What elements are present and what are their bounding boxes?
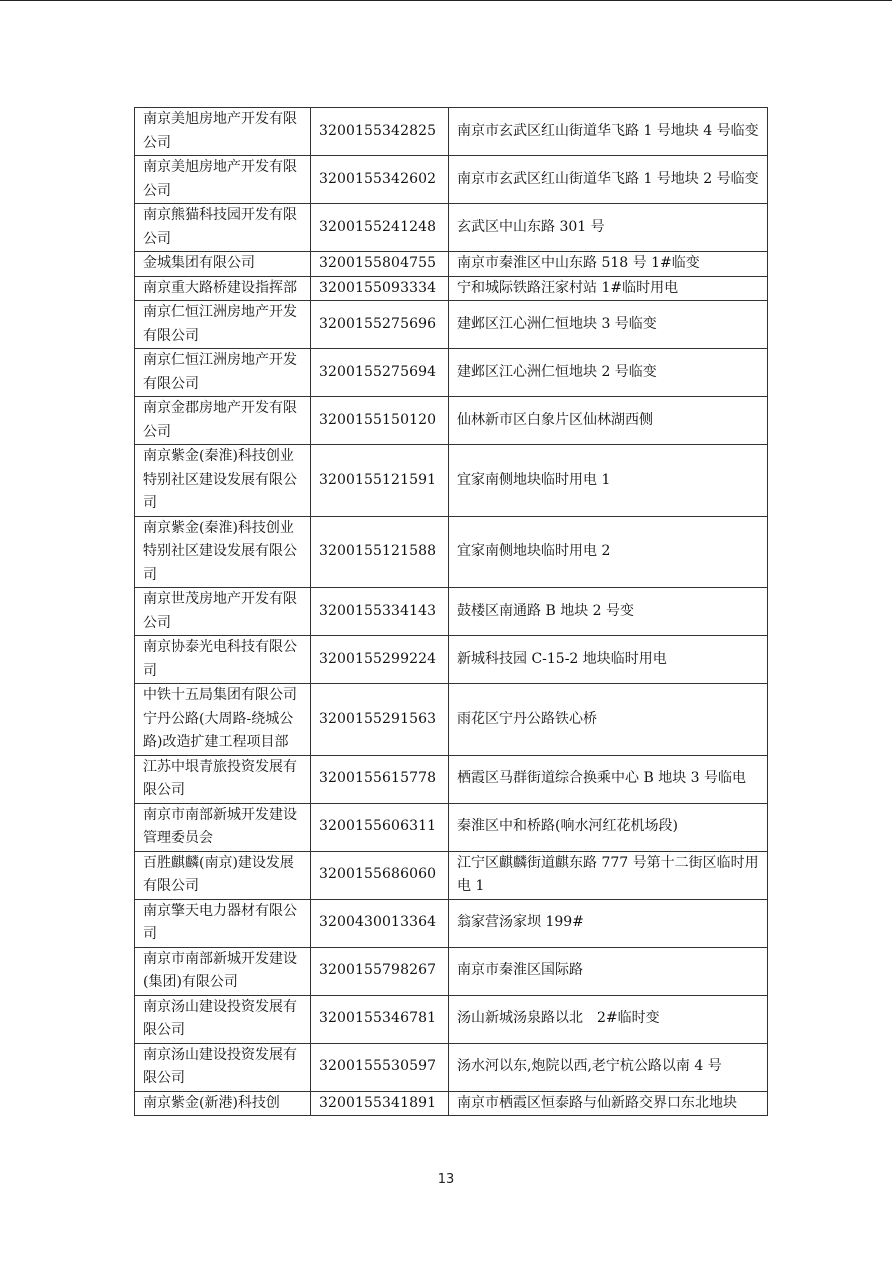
company-name-cell: 南京紫金(秦淮)科技创业特别社区建设发展有限公司 bbox=[135, 516, 311, 588]
table-row bbox=[135, 947, 768, 995]
address-cell: 建邺区江心洲仁恒地块 2 号临变 bbox=[449, 349, 768, 397]
address-cell: 汤水河以东,炮院以西,老宁杭公路以南 4 号 bbox=[449, 1043, 768, 1091]
account-number-cell: 3200155530597 bbox=[311, 1043, 449, 1091]
company-name-cell: 中铁十五局集团有限公司宁丹公路(大周路-绕城公路)改造扩建工程项目部 bbox=[135, 684, 311, 756]
table-row bbox=[135, 108, 768, 156]
account-number-cell: 3200155150120 bbox=[311, 397, 449, 445]
address-cell: 雨花区宁丹公路铁心桥 bbox=[449, 684, 768, 756]
company-name-cell: 南京美旭房地产开发有限公司 bbox=[135, 156, 311, 204]
address-cell: 鼓楼区南通路 B 地块 2 号变 bbox=[449, 588, 768, 636]
company-name-cell: 南京重大路桥建设指挥部 bbox=[135, 276, 311, 301]
company-name-cell: 南京熊猫科技园开发有限公司 bbox=[135, 204, 311, 252]
address-cell: 栖霞区马群街道综合换乘中心 B 地块 3 号临电 bbox=[449, 755, 768, 803]
address-cell: 江宁区麒麟街道麒东路 777 号第十二街区临时用电 1 bbox=[449, 851, 768, 899]
company-name-cell: 南京美旭房地产开发有限公司 bbox=[135, 108, 311, 156]
company-name-cell: 南京仁恒江洲房地产开发有限公司 bbox=[135, 349, 311, 397]
address-cell: 宜家南侧地块临时用电 2 bbox=[449, 516, 768, 588]
address-cell: 玄武区中山东路 301 号 bbox=[449, 204, 768, 252]
company-name-cell: 南京汤山建设投资发展有限公司 bbox=[135, 995, 311, 1043]
address-cell: 宁和城际铁路汪家村站 1#临时用电 bbox=[449, 276, 768, 301]
account-number-cell: 3200155615778 bbox=[311, 755, 449, 803]
table-row bbox=[135, 803, 768, 851]
account-number-cell: 3200155093334 bbox=[311, 276, 449, 301]
table-row bbox=[135, 349, 768, 397]
table-row bbox=[135, 397, 768, 445]
address-cell: 翁家营汤家坝 199# bbox=[449, 899, 768, 947]
company-name-cell: 南京仁恒江洲房地产开发有限公司 bbox=[135, 301, 311, 349]
table-row bbox=[135, 899, 768, 947]
table-row bbox=[135, 516, 768, 588]
account-number-cell: 3200155275696 bbox=[311, 301, 449, 349]
table-row bbox=[135, 1091, 768, 1116]
address-cell: 秦淮区中和桥路(响水河红花机场段) bbox=[449, 803, 768, 851]
table-row bbox=[135, 204, 768, 252]
company-name-cell: 南京擎天电力器材有限公司 bbox=[135, 899, 311, 947]
table-row bbox=[135, 995, 768, 1043]
company-name-cell: 南京金郡房地产开发有限公司 bbox=[135, 397, 311, 445]
table-row bbox=[135, 301, 768, 349]
table-row bbox=[135, 445, 768, 517]
company-name-cell: 百胜麒麟(南京)建设发展有限公司 bbox=[135, 851, 311, 899]
address-cell: 南京市玄武区红山街道华飞路 1 号地块 4 号临变 bbox=[449, 108, 768, 156]
address-cell: 南京市秦淮区中山东路 518 号 1#临变 bbox=[449, 252, 768, 277]
company-name-cell: 江苏中垠青旅投资发展有限公司 bbox=[135, 755, 311, 803]
account-number-cell: 3200155341891 bbox=[311, 1091, 449, 1116]
top-border-line bbox=[0, 0, 892, 1]
customer-table bbox=[134, 107, 768, 1116]
account-number-cell: 3200155798267 bbox=[311, 947, 449, 995]
account-number-cell: 3200155346781 bbox=[311, 995, 449, 1043]
address-cell: 新城科技园 C-15-2 地块临时用电 bbox=[449, 636, 768, 684]
account-number-cell: 3200155334143 bbox=[311, 588, 449, 636]
account-number-cell: 3200155121588 bbox=[311, 516, 449, 588]
company-name-cell: 金城集团有限公司 bbox=[135, 252, 311, 277]
company-name-cell: 南京紫金(新港)科技创 bbox=[135, 1091, 311, 1116]
table-row bbox=[135, 851, 768, 899]
account-number-cell: 3200155291563 bbox=[311, 684, 449, 756]
address-cell: 宜家南侧地块临时用电 1 bbox=[449, 445, 768, 517]
company-name-cell: 南京市南部新城开发建设管理委员会 bbox=[135, 803, 311, 851]
account-number-cell: 3200155342825 bbox=[311, 108, 449, 156]
table-row bbox=[135, 684, 768, 756]
address-cell: 南京市栖霞区恒泰路与仙新路交界口东北地块 bbox=[449, 1091, 768, 1116]
account-number-cell: 3200155275694 bbox=[311, 349, 449, 397]
table-row bbox=[135, 156, 768, 204]
page-number: 13 bbox=[437, 1172, 455, 1187]
table-row bbox=[135, 1043, 768, 1091]
account-number-cell: 3200155606311 bbox=[311, 803, 449, 851]
table-row bbox=[135, 636, 768, 684]
account-number-cell: 3200430013364 bbox=[311, 899, 449, 947]
account-number-cell: 3200155241248 bbox=[311, 204, 449, 252]
account-number-cell: 3200155686060 bbox=[311, 851, 449, 899]
table-row bbox=[135, 755, 768, 803]
table-row bbox=[135, 276, 768, 301]
account-number-cell: 3200155299224 bbox=[311, 636, 449, 684]
company-name-cell: 南京汤山建设投资发展有限公司 bbox=[135, 1043, 311, 1091]
company-name-cell: 南京世茂房地产开发有限公司 bbox=[135, 588, 311, 636]
account-number-cell: 3200155121591 bbox=[311, 445, 449, 517]
table-body bbox=[135, 108, 768, 1116]
account-number-cell: 3200155342602 bbox=[311, 156, 449, 204]
address-cell: 南京市玄武区红山街道华飞路 1 号地块 2 号临变 bbox=[449, 156, 768, 204]
table-row bbox=[135, 252, 768, 277]
company-name-cell: 南京协泰光电科技有限公司 bbox=[135, 636, 311, 684]
address-cell: 仙林新市区白象片区仙林湖西侧 bbox=[449, 397, 768, 445]
company-name-cell: 南京紫金(秦淮)科技创业特别社区建设发展有限公司 bbox=[135, 445, 311, 517]
table-row bbox=[135, 588, 768, 636]
address-cell: 建邺区江心洲仁恒地块 3 号临变 bbox=[449, 301, 768, 349]
address-cell: 南京市秦淮区国际路 bbox=[449, 947, 768, 995]
account-number-cell: 3200155804755 bbox=[311, 252, 449, 277]
company-name-cell: 南京市南部新城开发建设(集团)有限公司 bbox=[135, 947, 311, 995]
address-cell: 汤山新城汤泉路以北 2#临时变 bbox=[449, 995, 768, 1043]
